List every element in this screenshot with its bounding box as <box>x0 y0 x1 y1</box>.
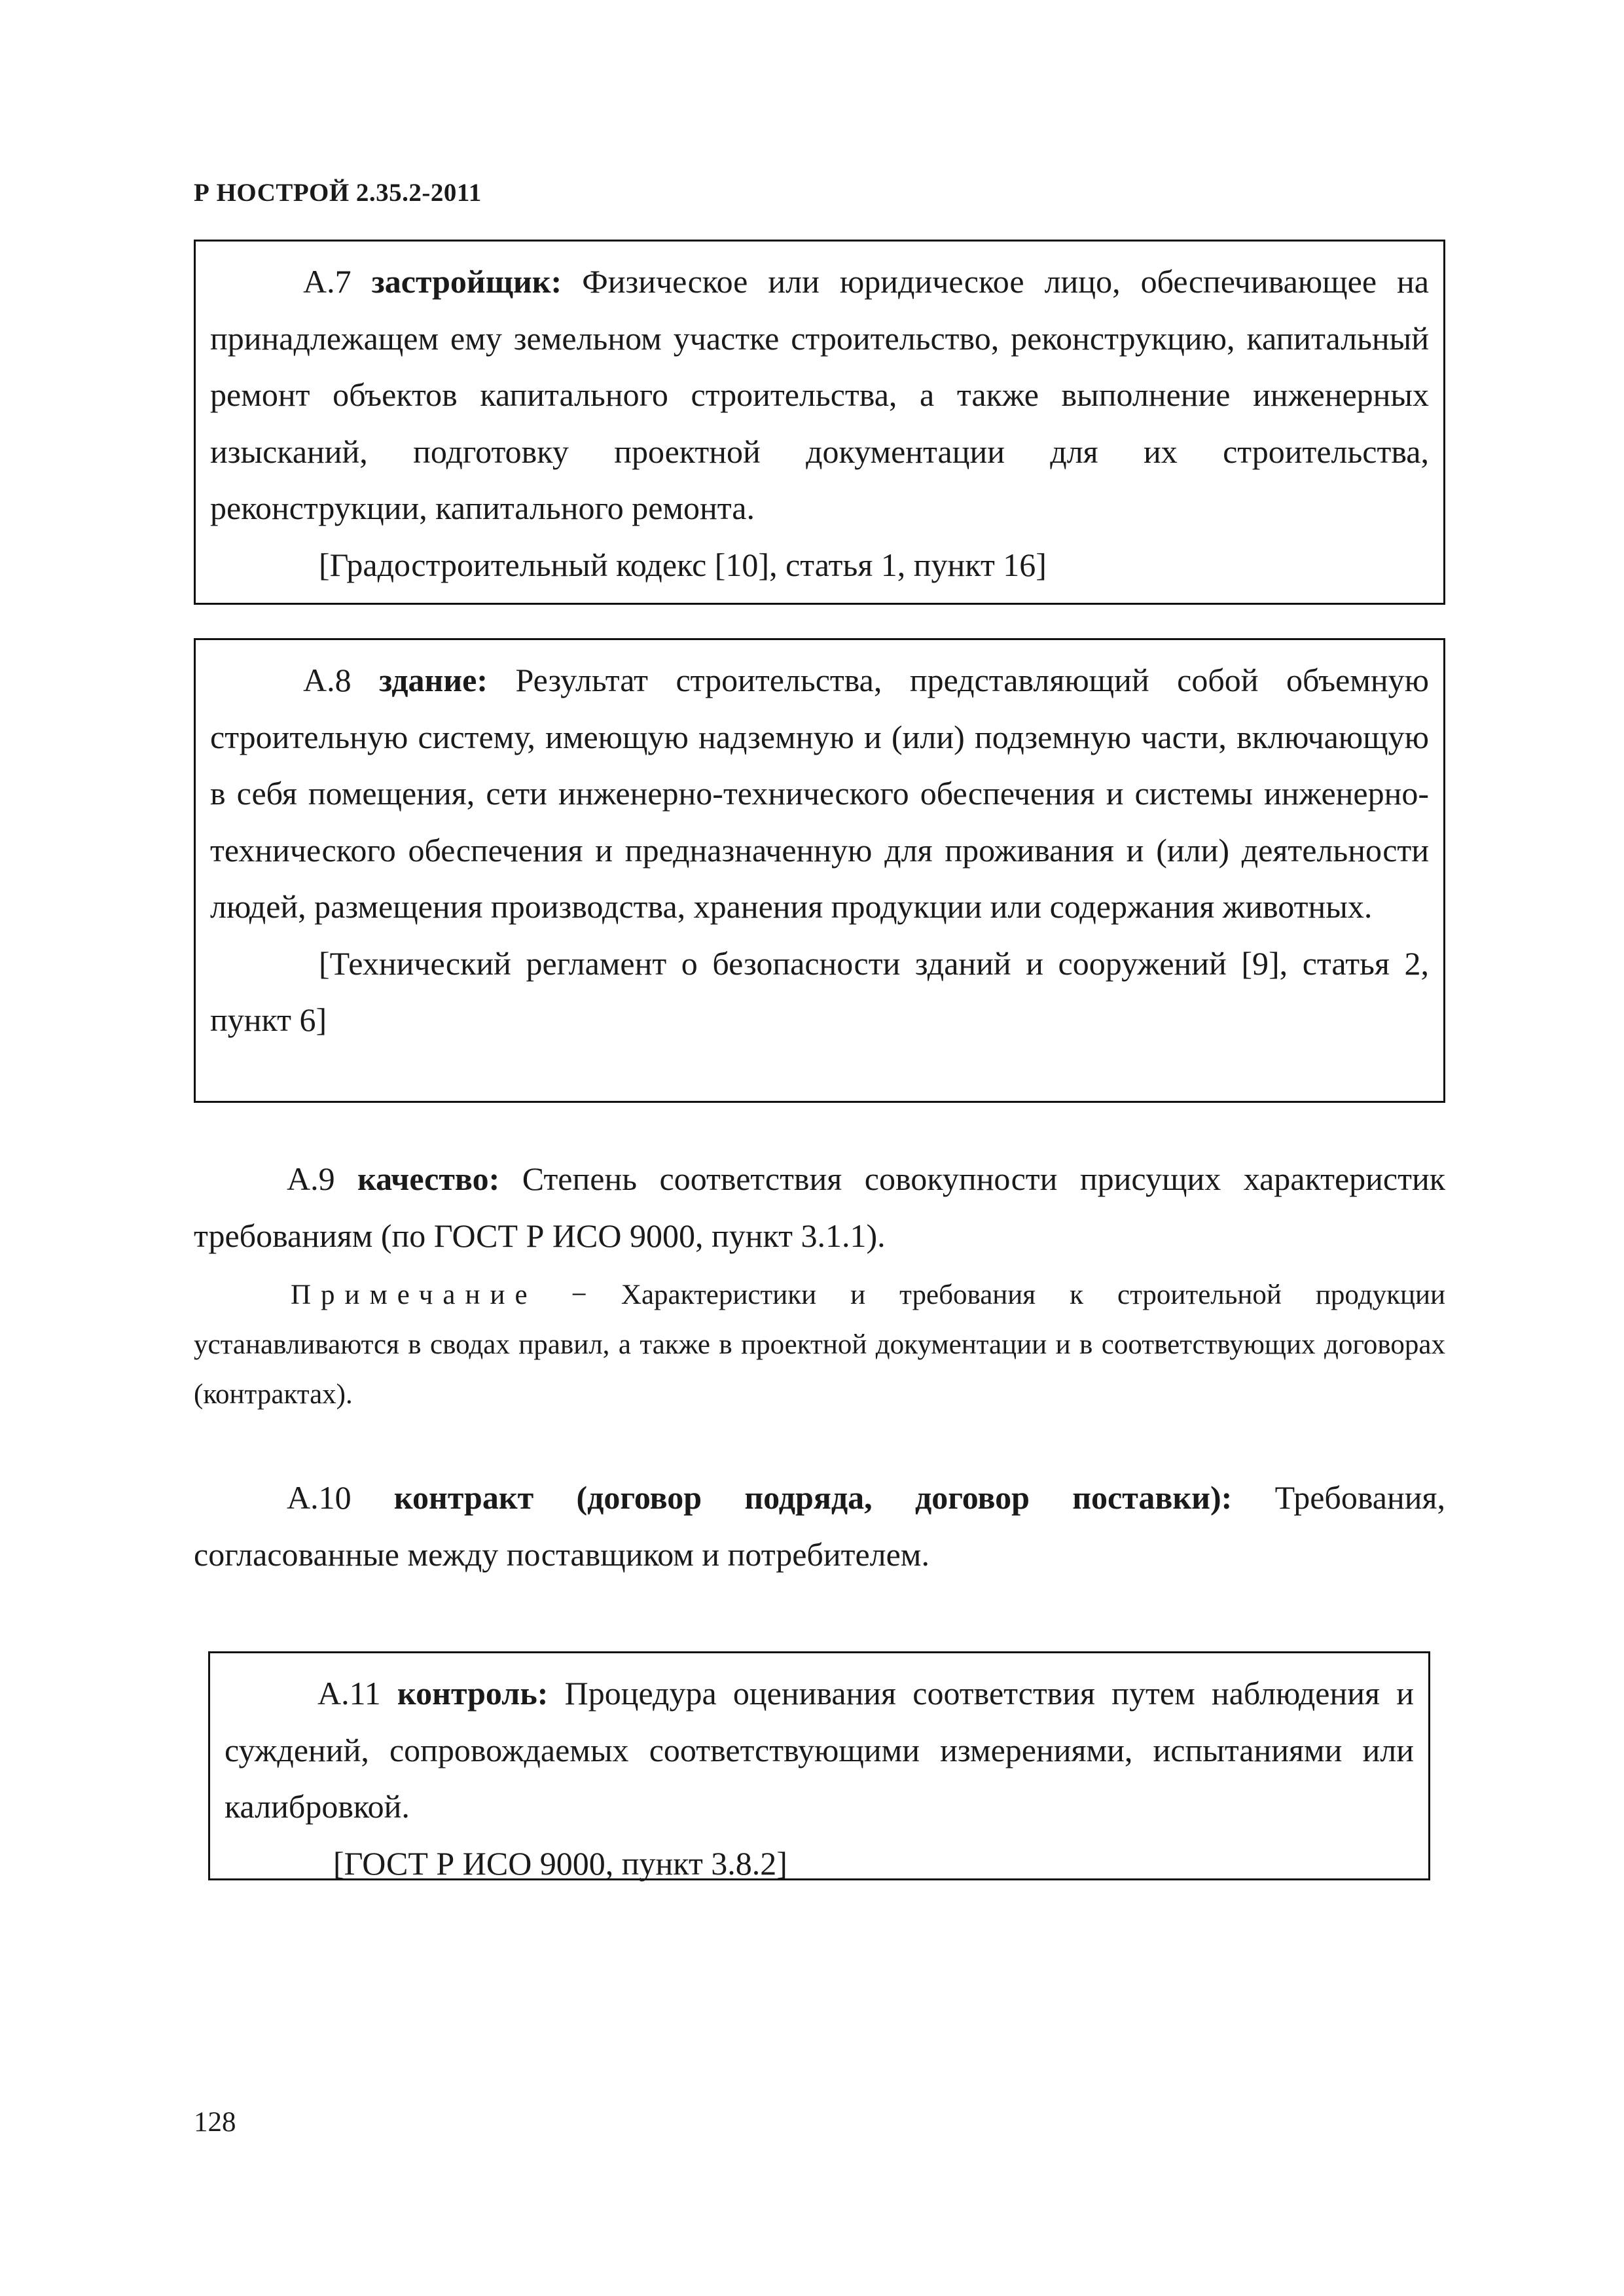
term-paragraph <box>225 1665 1414 1835</box>
term-block-a10 <box>194 1469 1445 1583</box>
term-number: А.7 <box>303 263 352 300</box>
term-name: контракт (договор подряда, договор поставки): <box>393 1479 1233 1516</box>
term-definition: Процедура оценивания соответствия путем наблюдения и суждений, сопровождаемых соответствующими измерениями, испытаниями или калибровкой. <box>225 1675 1414 1825</box>
term-name: качество: <box>357 1160 500 1197</box>
term-source: [Градостроительный кодекс [10], статья 1, пункт 16] <box>319 546 1047 583</box>
term-box-a8 <box>194 638 1445 1103</box>
term-definition: Физическое или юридическое лицо, обеспечивающее на принадлежащем ему земельном участке строительство, реконструкцию, капитальный ремонт объектов капитального строительства, а также выполнение инженерных изысканий, подготовку проектной документации для их строительства, реконструкции, капитального ремонта. <box>210 263 1430 526</box>
term-number: А.11 <box>317 1675 381 1712</box>
note-label: Примечание <box>291 1280 537 1310</box>
document-code: Р НОСТРОЙ 2.35.2-2011 <box>194 179 482 207</box>
term-source: [Технический регламент о безопасности зданий и сооружений [9], статья 2, пункт 6] <box>210 944 1429 1038</box>
term-paragraph <box>210 652 1429 935</box>
term-box-a7 <box>194 240 1445 605</box>
page-number: 128 <box>194 2107 236 2138</box>
term-source: [ГОСТ Р ИСО 9000, пункт 3.8.2] <box>333 1844 787 1882</box>
term-definition: Степень соответствия совокупности присущих характеристик требованиям (по ГОСТ Р ИСО 9000, пункт 3.1.1). <box>194 1160 1445 1254</box>
note-text: − Характеристики и требования к строительной продукции устанавливаются в сводах правил, а также в проектной документации и в соответствующих договорах (контрактах). <box>194 1280 1445 1410</box>
term-paragraph <box>210 253 1429 537</box>
term-number: А.10 <box>287 1479 352 1516</box>
term-name: здание: <box>379 662 488 698</box>
term-paragraph <box>194 1151 1445 1264</box>
term-number: А.8 <box>303 662 352 698</box>
term-name: контроль: <box>397 1675 549 1712</box>
term-name: застройщик: <box>371 263 562 300</box>
term-note <box>194 1270 1445 1420</box>
term-number: А.9 <box>287 1160 335 1197</box>
term-definition: Требования, согласованные между поставщиком и потребителем. <box>194 1479 1446 1573</box>
term-definition: Результат строительства, представляющий собой объемную строительную систему, имеющую надземную и (или) подземную части, включающую в себя помещения, сети инженерно-технического обеспечения и системы инженерно-технического обеспечения и предназначенную для проживания и (или) деятельности людей, размещения производства, хранения продукции или содержания животных. <box>210 662 1429 925</box>
term-paragraph <box>194 1469 1445 1583</box>
term-block-a9 <box>194 1151 1445 1420</box>
term-box-a11 <box>208 1651 1430 1880</box>
